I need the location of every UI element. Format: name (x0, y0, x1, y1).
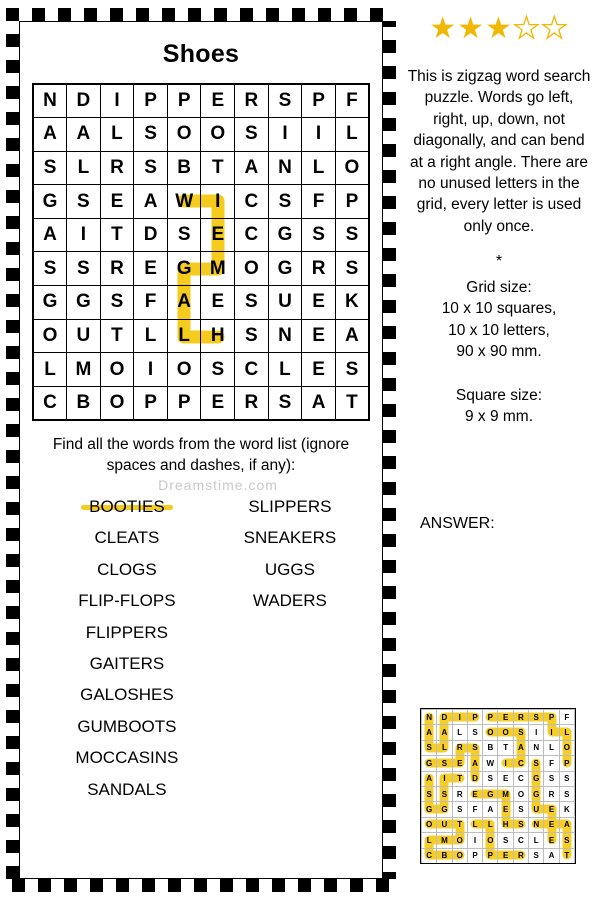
letter-cell[interactable]: S (235, 118, 269, 152)
grid-size-line: Grid size: (466, 279, 532, 296)
word-list (32, 491, 370, 805)
letter-cell[interactable]: O (167, 353, 201, 387)
answer-cell: I (498, 756, 513, 771)
letter-cell[interactable]: E (100, 185, 134, 219)
letter-cell[interactable]: O (235, 252, 269, 286)
word-list-item[interactable]: CLOGS (97, 559, 157, 579)
answer-cell: E (544, 817, 559, 832)
word-list-item[interactable]: FLIP-FLOPS (78, 591, 176, 611)
letter-cell[interactable]: L (67, 151, 101, 185)
letter-cell[interactable]: P (335, 185, 369, 219)
letter-grid-row (33, 218, 369, 252)
answer-grid-body (422, 710, 575, 864)
letter-cell[interactable]: S (268, 185, 302, 219)
answer-cell: S (513, 725, 528, 740)
answer-cell: S (544, 771, 559, 786)
panel-content (20, 22, 382, 878)
separator-asterisk: * (495, 253, 503, 270)
letter-cell[interactable]: O (100, 386, 134, 420)
letter-cell[interactable]: P (302, 84, 336, 118)
letter-cell[interactable]: I (134, 353, 168, 387)
letter-cell[interactable]: E (201, 218, 235, 252)
answer-cell: R (513, 848, 528, 863)
answer-cell: S (559, 833, 574, 848)
letter-grid-wrap (32, 83, 370, 421)
page-title: Shoes (162, 40, 240, 68)
answer-cell: C (422, 848, 437, 863)
letter-cell[interactable]: D (134, 218, 168, 252)
letter-cell[interactable]: P (167, 386, 201, 420)
letter-cell[interactable]: S (134, 118, 168, 152)
word-list-item[interactable]: GUMBOOTS (77, 716, 177, 736)
letter-cell[interactable]: G (67, 286, 101, 320)
answer-cell: A (483, 802, 498, 817)
letter-cell[interactable]: A (67, 118, 101, 152)
answer-cell: E (544, 833, 559, 848)
letter-cell[interactable]: F (302, 185, 336, 219)
answer-cell: R (513, 710, 528, 725)
letter-cell[interactable]: G (268, 218, 302, 252)
answer-grid-row (422, 833, 575, 848)
answer-grid-row (422, 725, 575, 740)
letter-cell[interactable]: T (100, 218, 134, 252)
answer-cell: P (559, 756, 574, 771)
answer-cell: P (467, 848, 482, 863)
answer-cell: F (467, 802, 482, 817)
letter-cell[interactable]: S (235, 286, 269, 320)
answer-grid-row (422, 771, 575, 786)
letter-grid (32, 83, 370, 421)
letter-cell[interactable]: F (134, 286, 168, 320)
answer-cell: S (529, 756, 544, 771)
letter-cell[interactable]: L (302, 151, 336, 185)
letter-cell[interactable]: N (268, 319, 302, 353)
letter-cell[interactable]: M (67, 353, 101, 387)
answer-grid-row (422, 817, 575, 832)
word-list-item[interactable]: CLEATS (94, 528, 160, 548)
answer-cell: O (559, 740, 574, 755)
letter-cell[interactable]: I (201, 185, 235, 219)
answer-cell: W (483, 756, 498, 771)
letter-cell[interactable]: U (67, 319, 101, 353)
answer-grid-row (422, 786, 575, 801)
answer-cell: S (422, 786, 437, 801)
answer-cell: S (513, 817, 528, 832)
watermark: Dreamstime.com (158, 477, 278, 493)
answer-cell: M (437, 833, 452, 848)
letter-cell[interactable]: I (67, 218, 101, 252)
answer-cell: N (422, 710, 437, 725)
letter-cell[interactable]: L (167, 319, 201, 353)
answer-cell: G (529, 786, 544, 801)
answer-cell: S (559, 786, 574, 801)
letter-cell[interactable]: A (335, 319, 369, 353)
grid-size-info (404, 277, 594, 363)
answer-cell: I (544, 725, 559, 740)
letter-cell[interactable]: S (100, 286, 134, 320)
letter-cell[interactable]: A (33, 218, 67, 252)
square-size-line: 9 x 9 mm. (464, 407, 534, 425)
letter-cell[interactable]: S (268, 84, 302, 118)
answer-cell: D (467, 771, 482, 786)
letter-cell[interactable]: B (167, 151, 201, 185)
answer-cell: N (529, 817, 544, 832)
letter-cell[interactable]: M (201, 252, 235, 286)
puzzle-description: This is zigzag word search puzzle. Words go left, right, up, down, not diagonally, and can bend at a right angle. There are no unused letters in the grid, every letter is used only once. (407, 68, 591, 235)
letter-cell[interactable]: I (302, 118, 336, 152)
word-list-column-2 (216, 491, 364, 805)
letter-cell[interactable]: E (302, 353, 336, 387)
letter-cell[interactable]: N (268, 151, 302, 185)
letter-grid-row (33, 353, 369, 387)
answer-cell: P (544, 710, 559, 725)
letter-cell[interactable]: L (335, 118, 369, 152)
answer-cell: S (559, 771, 574, 786)
grid-size-line: 10 x 10 letters, (448, 321, 550, 339)
answer-cell: I (437, 771, 452, 786)
letter-cell[interactable]: G (167, 252, 201, 286)
letter-grid-row (33, 151, 369, 185)
word-list-item[interactable]: FLIPPERS (85, 622, 168, 642)
letter-cell[interactable]: S (167, 218, 201, 252)
letter-cell[interactable]: L (268, 353, 302, 387)
answer-cell: G (422, 756, 437, 771)
answer-cell: A (544, 848, 559, 863)
answer-cell: C (513, 756, 528, 771)
answer-cell: M (498, 786, 513, 801)
answer-cell: T (498, 740, 513, 755)
letter-grid-row (33, 252, 369, 286)
square-size-line: Square size: (455, 386, 543, 404)
answer-cell: C (513, 771, 528, 786)
answer-cell: S (437, 756, 452, 771)
answer-cell: E (498, 710, 513, 725)
letter-cell[interactable]: B (67, 386, 101, 420)
star-filled-icon: ★ (429, 12, 458, 45)
answer-cell: F (544, 756, 559, 771)
answer-cell: S (422, 740, 437, 755)
letter-grid-row (33, 84, 369, 118)
answer-cell: L (422, 833, 437, 848)
answer-grid-row (422, 710, 575, 725)
letter-cell[interactable]: S (335, 353, 369, 387)
letter-cell[interactable]: G (268, 252, 302, 286)
answer-cell: B (483, 740, 498, 755)
letter-cell[interactable]: A (302, 386, 336, 420)
star-empty-icon: ★ (540, 12, 569, 45)
answer-cell: O (422, 817, 437, 832)
difficulty-rating (404, 14, 594, 44)
answer-cell: I (529, 725, 544, 740)
answer-key (420, 708, 576, 864)
answer-cell: D (437, 710, 452, 725)
answer-cell: S (483, 771, 498, 786)
answer-cell: T (452, 817, 467, 832)
answer-grid-row (422, 848, 575, 863)
letter-cell[interactable]: F (335, 84, 369, 118)
answer-cell: P (483, 848, 498, 863)
answer-cell: O (483, 833, 498, 848)
letter-cell[interactable]: H (201, 319, 235, 353)
answer-cell: S (529, 848, 544, 863)
answer-cell: E (452, 756, 467, 771)
answer-cell: N (529, 740, 544, 755)
letter-cell[interactable]: C (235, 353, 269, 387)
word-list-item[interactable]: UGGS (264, 559, 315, 579)
word-list-item[interactable]: MOCCASINS (75, 748, 179, 768)
answer-cell: S (467, 725, 482, 740)
letter-cell[interactable]: S (33, 151, 67, 185)
answer-cell: S (498, 833, 513, 848)
answer-cell: A (422, 771, 437, 786)
answer-cell: O (452, 848, 467, 863)
letter-cell[interactable]: L (134, 319, 168, 353)
letter-cell[interactable]: S (335, 218, 369, 252)
letter-grid-row (33, 286, 369, 320)
answer-cell: O (498, 725, 513, 740)
word-list-item-found[interactable]: BOOTIES (89, 491, 165, 522)
answer-cell: G (483, 786, 498, 801)
letter-cell[interactable]: S (67, 252, 101, 286)
word-list-item[interactable]: SANDALS (87, 779, 167, 799)
letter-cell[interactable]: S (67, 185, 101, 219)
square-size-info (404, 385, 594, 428)
letter-cell[interactable]: P (134, 84, 168, 118)
answer-cell: E (498, 771, 513, 786)
letter-cell[interactable]: R (100, 252, 134, 286)
answer-cell: G (529, 771, 544, 786)
answer-cell: L (529, 833, 544, 848)
answer-cell: L (559, 725, 574, 740)
letter-cell[interactable]: E (134, 252, 168, 286)
grid-size-line: 90 x 90 mm. (456, 343, 542, 361)
word-list-item[interactable]: GAITERS (89, 653, 165, 673)
letter-cell[interactable]: E (302, 286, 336, 320)
star-filled-icon: ★ (457, 12, 486, 45)
letter-cell[interactable]: C (235, 218, 269, 252)
answer-cell: I (467, 833, 482, 848)
answer-label: ANSWER: (420, 515, 495, 533)
answer-cell: S (513, 802, 528, 817)
letter-cell[interactable]: A (134, 185, 168, 219)
answer-cell: P (483, 710, 498, 725)
answer-grid-row (422, 740, 575, 755)
answer-grid-row (422, 802, 575, 817)
letter-cell[interactable]: R (235, 84, 269, 118)
answer-cell: L (467, 817, 482, 832)
answer-cell: A (422, 725, 437, 740)
answer-cell: R (544, 786, 559, 801)
letter-cell[interactable]: G (33, 286, 67, 320)
letter-cell[interactable]: R (100, 151, 134, 185)
letter-cell[interactable]: E (201, 386, 235, 420)
letter-cell[interactable]: O (335, 151, 369, 185)
letter-cell[interactable]: T (335, 386, 369, 420)
answer-cell: H (498, 817, 513, 832)
answer-cell: K (559, 802, 574, 817)
answer-cell: U (437, 817, 452, 832)
answer-cell: F (559, 710, 574, 725)
answer-cell: T (559, 848, 574, 863)
answer-cell: E (467, 786, 482, 801)
word-list-item[interactable]: SNEAKERS (243, 528, 337, 548)
letter-cell[interactable]: S (201, 353, 235, 387)
letter-grid-row (33, 386, 369, 420)
instructions-text: Find all the words from the word list (ignore spaces and dashes, if any): (52, 435, 350, 474)
letter-cell[interactable]: E (201, 84, 235, 118)
letter-cell[interactable]: S (134, 151, 168, 185)
letter-cell[interactable]: D (67, 84, 101, 118)
answer-cell: O (483, 725, 498, 740)
letter-cell[interactable]: S (268, 386, 302, 420)
answer-cell: A (437, 725, 452, 740)
sidebar (404, 8, 594, 892)
answer-cell: E (498, 802, 513, 817)
letter-cell[interactable]: S (302, 218, 336, 252)
answer-cell: S (529, 710, 544, 725)
letter-grid-row (33, 319, 369, 353)
letter-cell[interactable]: C (235, 185, 269, 219)
letter-cell[interactable]: O (201, 118, 235, 152)
answer-cell: E (498, 848, 513, 863)
letter-cell[interactable]: W (167, 185, 201, 219)
letter-cell[interactable]: U (268, 286, 302, 320)
letter-cell[interactable]: K (335, 286, 369, 320)
answer-cell: S (437, 786, 452, 801)
answer-cell: I (452, 710, 467, 725)
answer-cell: A (559, 817, 574, 832)
answer-cell: G (422, 802, 437, 817)
letter-grid-row (33, 185, 369, 219)
grid-size-line: 10 x 10 squares, (441, 300, 557, 318)
answer-cell: S (452, 802, 467, 817)
letter-cell[interactable]: R (302, 252, 336, 286)
answer-cell: L (452, 725, 467, 740)
answer-cell: A (513, 740, 528, 755)
letter-cell[interactable]: A (235, 151, 269, 185)
letter-cell[interactable]: S (335, 252, 369, 286)
letter-cell[interactable]: T (201, 151, 235, 185)
answer-cell: T (452, 771, 467, 786)
letter-grid-row (33, 118, 369, 152)
word-list-item[interactable]: WADERS (252, 591, 327, 611)
answer-cell: E (544, 802, 559, 817)
letter-grid-body (33, 84, 369, 420)
letter-cell[interactable]: S (33, 252, 67, 286)
letter-cell[interactable]: I (268, 118, 302, 152)
answer-cell: O (452, 833, 467, 848)
answer-cell: S (467, 740, 482, 755)
letter-cell[interactable]: A (167, 286, 201, 320)
letter-cell[interactable]: I (100, 84, 134, 118)
letter-cell[interactable]: N (33, 84, 67, 118)
answer-cell: O (513, 786, 528, 801)
letter-cell[interactable]: A (33, 118, 67, 152)
answer-cell: A (467, 756, 482, 771)
letter-cell[interactable]: E (302, 319, 336, 353)
answer-cell: L (437, 740, 452, 755)
answer-cell: G (437, 802, 452, 817)
answer-cell: P (467, 710, 482, 725)
letter-cell[interactable]: R (235, 386, 269, 420)
answer-cell: L (544, 740, 559, 755)
answer-cell: R (452, 740, 467, 755)
letter-cell[interactable]: L (100, 118, 134, 152)
letter-cell[interactable]: P (134, 386, 168, 420)
answer-grid (421, 709, 575, 864)
letter-cell[interactable]: O (100, 353, 134, 387)
letter-cell[interactable]: O (33, 319, 67, 353)
answer-cell: B (437, 848, 452, 863)
star-filled-icon: ★ (485, 12, 513, 45)
word-list-item[interactable]: GALOSHES (80, 685, 174, 705)
answer-cell: R (452, 786, 467, 801)
answer-cell: L (483, 817, 498, 832)
answer-cell: U (529, 802, 544, 817)
star-empty-icon: ★ (512, 12, 541, 45)
letter-cell[interactable]: C (33, 386, 67, 420)
letter-cell[interactable]: G (33, 185, 67, 219)
word-list-column-1 (38, 491, 216, 805)
letter-cell[interactable]: O (167, 118, 201, 152)
word-list-item[interactable]: SLIPPERS (248, 496, 332, 516)
letter-cell[interactable]: P (167, 84, 201, 118)
answer-grid-row (422, 756, 575, 771)
letter-cell[interactable]: T (100, 319, 134, 353)
letter-cell[interactable]: S (235, 319, 269, 353)
puzzle-panel (6, 8, 396, 892)
letter-cell[interactable]: L (33, 353, 67, 387)
answer-cell: C (513, 833, 528, 848)
letter-cell[interactable]: E (201, 286, 235, 320)
